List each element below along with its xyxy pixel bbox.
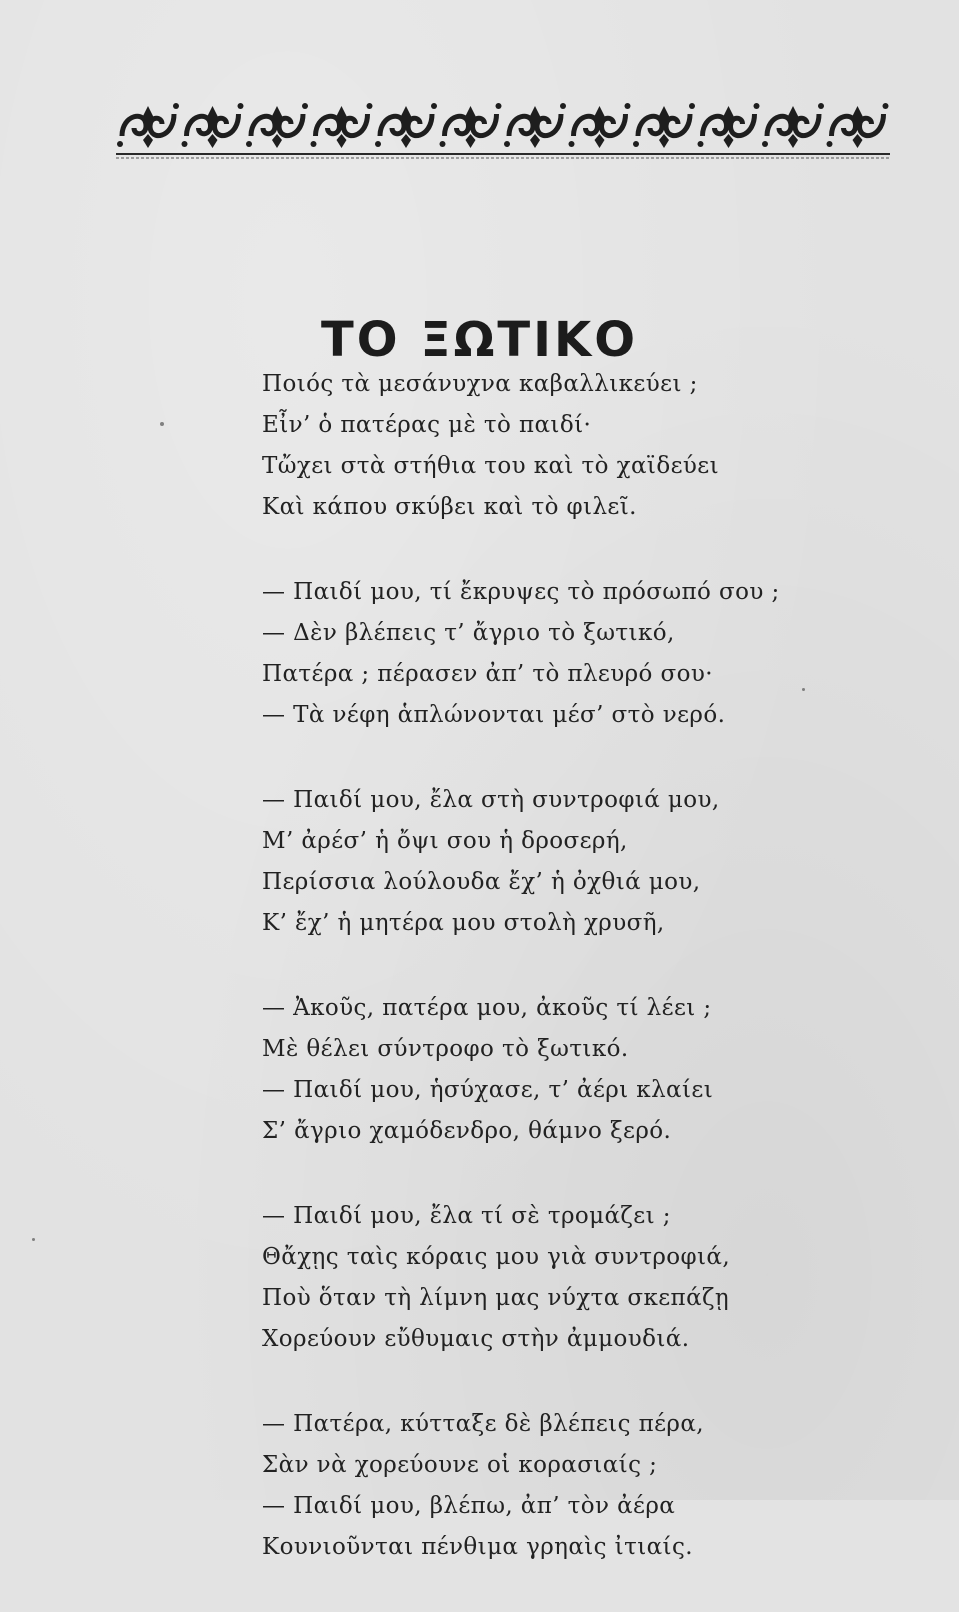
ornament-motif xyxy=(375,103,437,148)
poem-title: ΤΟ ΞΩΤΙΚΟ xyxy=(321,312,638,368)
verse-line: — Τὰ νέφη ἁπλώνονται μέσ’ στὸ νερό. xyxy=(262,702,726,728)
verse-line: Εἶν’ ὁ πατέρας μὲ τὸ παιδί· xyxy=(262,412,592,438)
verse-line: — Παιδί μου, βλέπω, ἀπ’ τὸν ἀέρα xyxy=(262,1493,676,1519)
verse-line: Σ’ ἄγριο χαμόδενδρο, θάμνο ξερό. xyxy=(262,1118,672,1144)
verse-line: — Παιδί μου, τί ἔκρυψες τὸ πρόσωπό σου ; xyxy=(262,579,780,605)
verse-line: — Ἀκοῦς, πατέρα μου, ἀκοῦς τί λέει ; xyxy=(262,995,712,1021)
ornament-motif xyxy=(440,103,502,148)
ornament-motif xyxy=(311,103,373,148)
stanza-4 xyxy=(262,988,902,1152)
ornament-motif xyxy=(827,103,889,148)
ornament-motif xyxy=(633,103,695,148)
verse-line: Μ’ ἀρέσ’ ἡ ὄψι σου ἡ δροσερή, xyxy=(262,828,628,854)
paper-speck xyxy=(802,688,805,691)
verse-line: Ποιός τὰ μεσάνυχνα καβαλλικεύει ; xyxy=(262,371,698,397)
verse-line: Πατέρα ; πέρασεν ἀπ’ τὸ πλευρό σου· xyxy=(262,661,713,687)
ornament-motif xyxy=(698,103,760,148)
verse-line: — Πατέρα, κύτταξε δὲ βλέπεις πέρα, xyxy=(262,1411,704,1437)
verse-line: Κ’ ἔχ’ ἡ μητέρα μου στολὴ χρυσῆ, xyxy=(262,910,665,936)
verse-line: Θἄχῃς ταὶς κόραις μου γιὰ συντροφιά, xyxy=(262,1244,731,1270)
stanza-2 xyxy=(262,572,902,736)
stanza-6 xyxy=(262,1404,902,1568)
verse-line: — Παιδί μου, ἔλα τί σὲ τρομάζει ; xyxy=(262,1203,671,1229)
verse-line: Χορεύουν εὔθυμαις στὴν ἀμμουδιά. xyxy=(262,1326,690,1352)
ornament-motif xyxy=(762,103,824,148)
stanza-1 xyxy=(262,364,902,528)
verse-line: Μὲ θέλει σύντροφο τὸ ξωτικό. xyxy=(262,1036,629,1062)
ornament-motif xyxy=(246,103,308,148)
verse-line: Περίσσια λούλουδα ἔχ’ ἡ ὀχθιά μου, xyxy=(262,869,701,895)
verse-line: Ποὺ ὅταν τὴ λίμνη μας νύχτα σκεπάζῃ xyxy=(262,1285,730,1311)
floral-border-ornament-icon xyxy=(116,96,890,166)
verse-line: Καὶ κάπου σκύβει καὶ τὸ φιλεῖ. xyxy=(262,494,637,520)
verse-line: — Δὲν βλέπεις τ’ ἄγριο τὸ ξωτικό, xyxy=(262,620,675,646)
paper-speck xyxy=(32,1238,35,1241)
poem-body xyxy=(262,364,902,1612)
ornament-motif xyxy=(117,103,179,148)
ornament-motif xyxy=(504,103,566,148)
stanza-3 xyxy=(262,780,902,944)
verse-line: Σὰν νὰ χορεύουνε οἱ κορασιαίς ; xyxy=(262,1452,658,1478)
ornament-motif xyxy=(182,103,244,148)
verse-line: — Παιδί μου, ἡσύχασε, τ’ ἀέρι κλαίει xyxy=(262,1077,714,1103)
verse-line: Τὤχει στὰ στήθια του καὶ τὸ χαϊδεύει xyxy=(262,453,720,479)
verse-line: Κουνιοῦνται πένθιμα γρηαὶς ἰτιαίς. xyxy=(262,1534,693,1560)
paper-speck xyxy=(160,422,164,426)
ornament-motif xyxy=(569,103,631,148)
verse-line: — Παιδί μου, ἔλα στὴ συντροφιά μου, xyxy=(262,787,720,813)
stanza-5 xyxy=(262,1196,902,1360)
